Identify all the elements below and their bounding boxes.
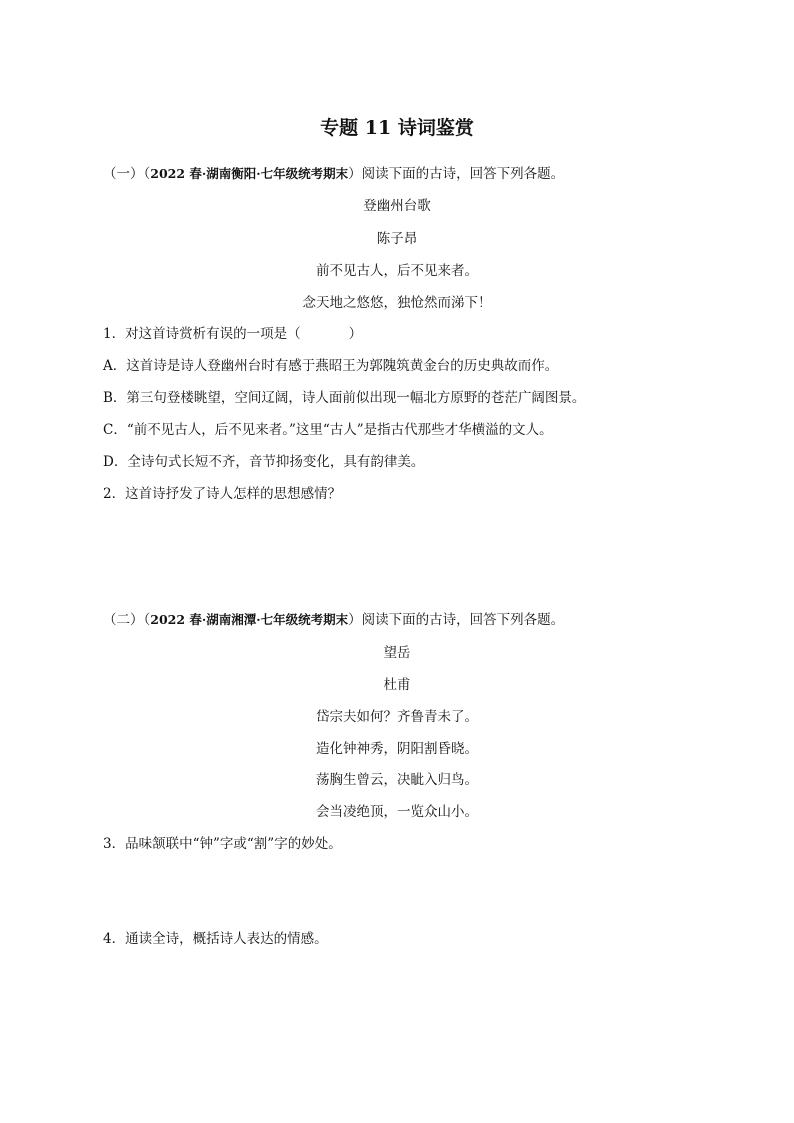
poem2-line: 会当凌绝顶，一览众山小。 bbox=[316, 804, 478, 820]
question-1-option-a: A．这首诗是诗人登幽州台时有感于燕昭王为郭隗筑黄金台的历史典故而作。 bbox=[103, 358, 559, 374]
section2-header bbox=[103, 611, 564, 629]
poem1-line: 念天地之悠悠，独怆然而涕下！ bbox=[302, 295, 492, 311]
poem1-line: 前不见古人，后不见来者。 bbox=[316, 263, 478, 279]
poem2-line: 荡胸生曾云，决眦入归鸟。 bbox=[316, 772, 478, 788]
page-title: 专题 11 诗词鉴赏 bbox=[320, 117, 474, 139]
question-1-stem-after: ） bbox=[348, 326, 363, 342]
question-1-stem bbox=[103, 325, 362, 343]
question-1-option-b: B．第三句登楼眺望，空间辽阔，诗人面前似出现一幅北方原野的苍茫广阔图景。 bbox=[103, 390, 586, 406]
question-1-stem-before: 1．对这首诗赏析有误的一项是（ bbox=[103, 326, 301, 342]
question-1-option-d: D．全诗句式长短不齐，音节抑扬变化，具有韵律美。 bbox=[103, 454, 425, 470]
question-1-option-c: C．“前不见古人，后不见来者。”这里“古人”是指古代那些才华横溢的文人。 bbox=[103, 422, 553, 438]
poem1-author: 陈子昂 bbox=[376, 231, 418, 247]
section2-label-close: ） bbox=[348, 612, 362, 628]
section1-source: 2022 春·湖南衡阳·七年级统考期末 bbox=[150, 166, 349, 181]
poem2-author: 杜甫 bbox=[383, 677, 411, 693]
section1-label-open: （一）（ bbox=[103, 166, 151, 182]
question-2: 2．这首诗抒发了诗人怎样的思想感情？ bbox=[103, 486, 342, 502]
section2-label-open: （二）（ bbox=[103, 612, 151, 628]
poem2-line: 岱宗夫如何？齐鲁青未了。 bbox=[316, 709, 478, 725]
section2-instruction: 阅读下面的古诗，回答下列各题。 bbox=[361, 612, 565, 628]
poem2-line: 造化钟神秀，阴阳割昏晓。 bbox=[316, 741, 478, 757]
poem1-title: 登幽州台歌 bbox=[363, 198, 431, 214]
section1-header bbox=[103, 165, 564, 183]
poem2-title: 望岳 bbox=[383, 645, 411, 661]
question-4: 4．通读全诗，概括诗人表达的情感。 bbox=[103, 931, 328, 947]
section1-instruction: 阅读下面的古诗，回答下列各题。 bbox=[361, 166, 565, 182]
section2-source: 2022 春·湖南湘潭·七年级统考期末 bbox=[150, 612, 349, 627]
section1-label-close: ） bbox=[348, 166, 362, 182]
question-3: 3．品味颔联中“钟”字或“割”字的妙处。 bbox=[103, 836, 342, 852]
